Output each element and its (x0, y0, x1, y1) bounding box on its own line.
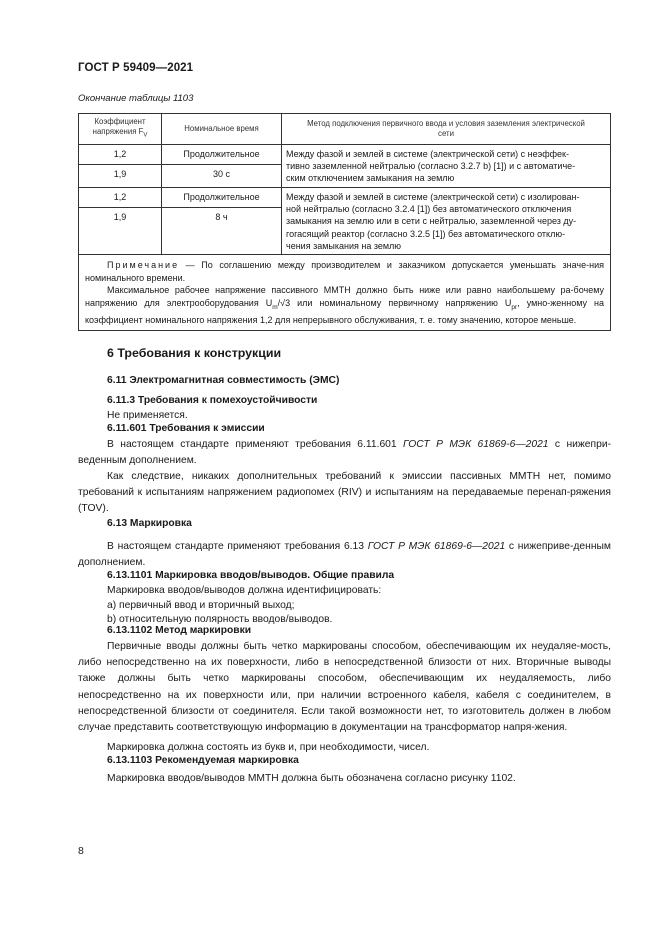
table-note-row (79, 255, 611, 331)
section-6-11-601-title: 6.11.601 Требования к эмиссии (107, 423, 265, 434)
header-rated-time: Номинальное время (162, 114, 282, 145)
header-connection-method: Метод подключения первичного ввода и условия заземления электрической сети (282, 114, 611, 145)
section-6-11-3-text: Не применяется. (107, 410, 188, 421)
section-6-13-1102-p2: Маркировка должна состоять из букв и, при необходимости, чисел. (107, 742, 430, 753)
section-6-13-p1: В настоящем стандарте применяют требования 6.13 ГОСТ Р МЭК 61869-6—2021 с нижеприве-денным дополнением. (78, 541, 612, 569)
section-6-11-601-p2: Как следствие, никаких дополнительных требований к эмиссии пассивных ММТН нет, помимо требований к испытаниям напряжением радиопомех (RIV) и испытаниям на передаваемые перенап-ряжения (TOV). (78, 471, 611, 515)
section-6-13-title: 6.13 Маркировка (107, 518, 192, 529)
table-header-row (79, 114, 611, 145)
section-6-13-1101-intro: Маркировка вводов/выводов должна идентифицировать: (107, 585, 382, 596)
section-6-13-1103-p1: Маркировка вводов/выводов ММТН должна быть обозначена согласно рисунку 1102. (107, 773, 516, 784)
method-cell: Между фазой и землей в системе (электрической сети) с изолирован- ной нейтралью (согласно 3.2.4 [1]) без автоматического отключения замыкания на землю или в сети с нейтралью, заземленной через ду- гогасящий реактор (согласно 3.2.5 [1]) без автоматического отклю- чения замыкания на землю (282, 188, 611, 255)
table-row: 1,2 Продолжительное Между фазой и землей в системе (электрической сети) с неэффек- тивно заземленной нейтралью (согласно 3.2.7 b) [1]) и с автоматиче- ским отключением замыкания на землю (79, 145, 611, 165)
section-6-title: 6 Требования к конструкции (107, 346, 282, 360)
table-row: 1,2 Продолжительное Между фазой и землей в системе (электрической сети) с изолирован- ной нейтралью (согласно 3.2.4 [1]) без автоматического отключения замыкания на землю или в сети с нейтралью, заземленной через ду- гогасящий реактор (согласно 3.2.5 [1]) без автоматического отклю- чения замыкания на землю (79, 188, 611, 208)
method-cell: Между фазой и землей в системе (электрической сети) с неэффек- тивно заземленной нейтралью (согласно 3.2.7 b) [1]) и с автоматиче- ским отключением замыкания на землю (282, 145, 611, 188)
list-item-a: a) первичный ввод и вторичный выход; (107, 600, 295, 611)
section-6-13-1102-title: 6.13.1102 Метод маркировки (107, 625, 252, 636)
section-6-13-1101-title: 6.13.1101 Маркировка вводов/выводов. Общие правила (107, 570, 395, 581)
section-6-11-601-p1: В настоящем стандарте применяют требования 6.11.601 ГОСТ Р МЭК 61869-6—2021 с нижепри-веденным дополнением. (78, 439, 612, 467)
section-6-11-3-title: 6.11.3 Требования к помехоустойчивости (107, 395, 318, 406)
page-number: 8 (78, 845, 84, 857)
voltage-factor-table (78, 113, 611, 331)
header-voltage-factor: Коэффициент напряжения $F_V$ (79, 114, 162, 145)
section-6-13-1103-title: 6.13.1103 Рекомендуемая маркировка (107, 755, 299, 766)
standard-header: ГОСТ Р 59409—2021 (78, 62, 194, 74)
section-6-11-title: 6.11 Электромагнитная совместимость (ЭМС) (107, 375, 340, 386)
table-caption: Окончание таблицы 1103 (78, 93, 194, 104)
table-row: 1,9 8 ч (79, 208, 611, 255)
table-row: 1,9 30 с (79, 165, 611, 188)
table-note: Примечание — По соглашению между производителем и заказчиком допускается уменьшать значе-ния номинального времени. Максимальное рабочее напряжение пассивного ММТН должно быть ниже или равно наибольшему ра-бочему напряжению для электрооборудования $U_m/√3$ или номинальному первичному напряжению $U_{pr}$, умно-женному на коэффициент номинального напряжения 1,2 для непрерывного обслуживания, т. е. тому значению, которое меньше. (79, 255, 611, 331)
list-item-b: b) относительную полярность вводов/выводов. (107, 614, 333, 625)
section-6-13-1102-p1: Первичные вводы должны быть четко маркированы способом, обеспечивающим их неудаляе-мость, либо непосредственно на их поверхности, либо в непосредственной близости от них. Вторичные выводы также должны быть четко маркированы способом, обеспечивающим их неудаляемость, либо непосредственно на их поверхности или, при наличии встроенного кабеля, кабеля с соединителем, в непосредственной близости от соединителя. Если такой возможности нет, то изготовитель должен в любом случае представить соответствующую информацию в документации на трансформатор напря-жения. (78, 641, 611, 734)
